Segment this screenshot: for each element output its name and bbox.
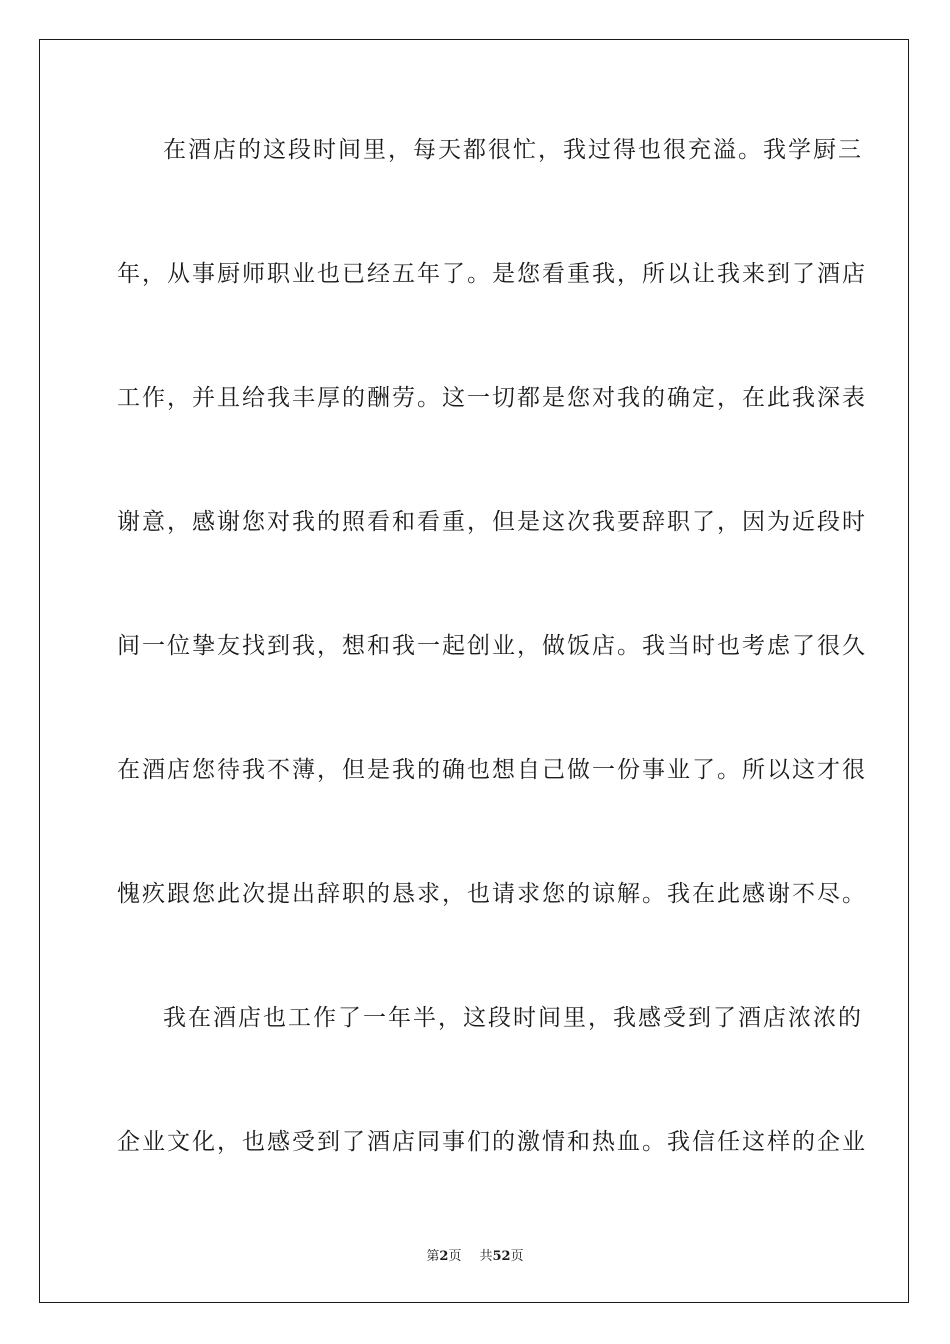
total-suffix: 页 bbox=[510, 1249, 524, 1264]
page-footer bbox=[0, 1245, 950, 1264]
paragraph-1-line-6: 在酒店您待我不薄，但是我的确也想自己做一份事业了。所以这才很 bbox=[117, 757, 867, 783]
paragraph-2-line-1: 我在酒店也工作了一年半，这段时间里，我感受到了酒店浓浓的 bbox=[163, 1005, 863, 1031]
paragraph-1-line-5: 间一位挚友找到我，想和我一起创业，做饭店。我当时也考虑了很久 bbox=[117, 633, 867, 659]
paragraph-1-line-1: 在酒店的这段时间里，每天都很忙，我过得也很充溢。我学厨三 bbox=[163, 137, 863, 163]
document-body bbox=[117, 124, 867, 1240]
total-prefix: 共 bbox=[479, 1249, 493, 1264]
page-number: 2 bbox=[439, 1249, 449, 1264]
paragraph-1-line-2: 年，从事厨师职业也已经五年了。是您看重我，所以让我来到了酒店 bbox=[117, 261, 867, 287]
page-suffix: 页 bbox=[448, 1249, 462, 1264]
paragraph-1-line-7: 愧疚跟您此次提出辞职的恳求，也请求您的谅解。我在此感谢不尽。 bbox=[117, 881, 867, 907]
paragraph-1-line-3: 工作，并且给我丰厚的酬劳。这一切都是您对我的确定，在此我深表 bbox=[117, 385, 867, 411]
paragraph-1-line-4: 谢意，感谢您对我的照看和看重，但是这次我要辞职了，因为近段时 bbox=[117, 509, 867, 535]
total-pages: 52 bbox=[492, 1249, 511, 1264]
page-prefix: 第 bbox=[426, 1249, 440, 1264]
paragraph-2-line-2: 企业文化，也感受到了酒店同事们的激情和热血。我信任这样的企业 bbox=[117, 1129, 867, 1155]
